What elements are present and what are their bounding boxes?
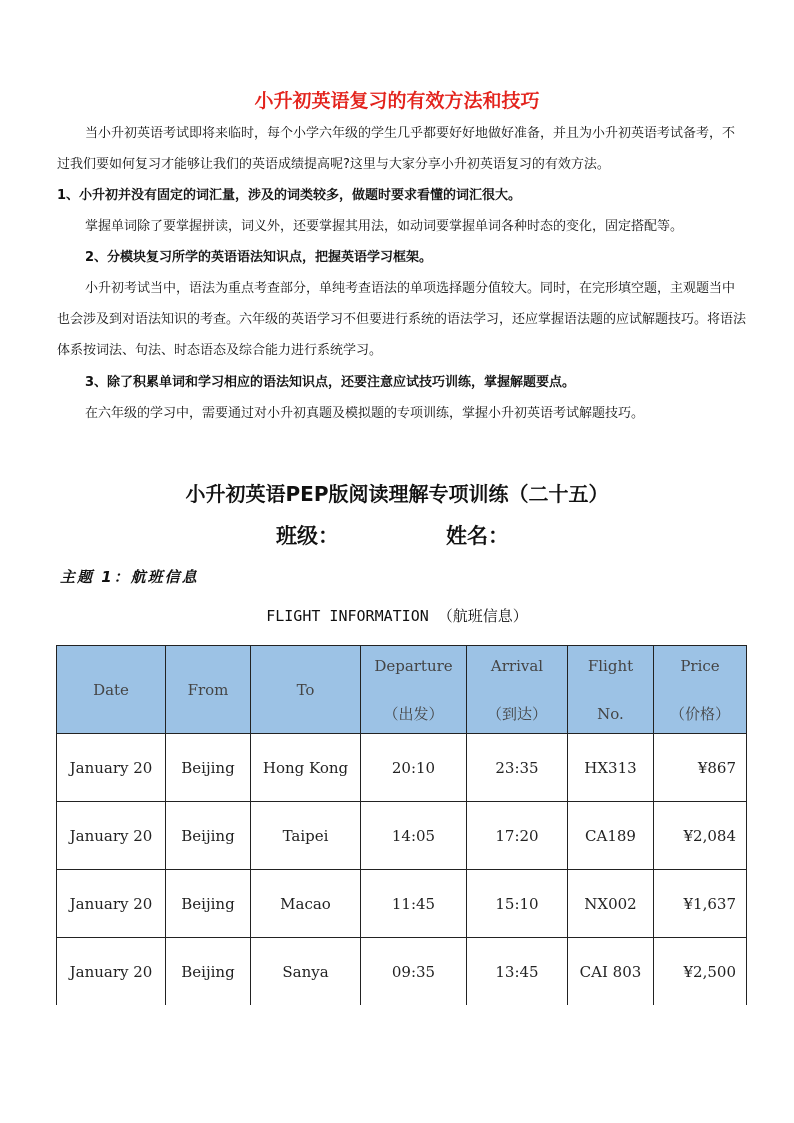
cell-flight-no: CAI 803: [568, 938, 654, 1006]
cell-price: ¥867: [654, 734, 747, 802]
flight-table: [56, 645, 747, 1005]
point-2-heading: 2、分模块复习所学的英语语法知识点，把握英语学习框架。: [85, 250, 433, 265]
cell-from: Beijing: [166, 802, 251, 870]
cell-flight-no: HX313: [568, 734, 654, 802]
cell-flight-no: NX002: [568, 870, 654, 938]
cell-to: Macao: [251, 870, 361, 938]
intro-paragraph: 当小升初英语考试即将来临时，每个小学六年级的学生几乎都要好好地做好准备，并且为小升初英语考试备考，不过我们要如何复习才能够让我们的英语成绩提高呢?这里与大家分享小升初英语复习的有效方法。: [57, 126, 736, 172]
cell-departure: 11:45: [361, 870, 467, 938]
table-caption: FLIGHT INFORMATION （航班信息）: [266, 607, 528, 625]
class-label: 班级：: [276, 524, 339, 548]
cell-to: Taipei: [251, 802, 361, 870]
table-row: [57, 870, 747, 938]
topic-heading: 主题 1：航班信息: [60, 568, 199, 586]
cell-arrival: 15:10: [467, 870, 568, 938]
point-3-heading: 3、除了积累单词和学习相应的语法知识点，还要注意应试技巧训练，掌握解题要点。: [85, 375, 576, 390]
cell-date: January 20: [57, 870, 166, 938]
cell-from: Beijing: [166, 870, 251, 938]
point-2-text: 小升初考试当中，语法为重点考查部分，单纯考查语法的单项选择题分值较大。同时，在完形填空题，主观题当中也会涉及到对语法知识的考查。六年级的英语学习不但要进行系统的语法学习，还应掌握语法题的应试解题技巧。将语法体系按词法、句法、时态语态及综合能力进行系统学习。: [57, 281, 747, 358]
name-label: 姓名：: [446, 524, 509, 548]
header-date: Date: [57, 646, 166, 734]
cell-to: Hong Kong: [251, 734, 361, 802]
cell-arrival: 17:20: [467, 802, 568, 870]
cell-to: Sanya: [251, 938, 361, 1006]
point-3-text: 在六年级的学习中，需要通过对小升初真题及模拟题的专项训练，掌握小升初英语考试解题技巧。: [85, 406, 645, 421]
table-header-row: [57, 646, 747, 734]
cell-arrival: 13:45: [467, 938, 568, 1006]
cell-arrival: 23:35: [467, 734, 568, 802]
header-from: From: [166, 646, 251, 734]
cell-date: January 20: [57, 938, 166, 1006]
cell-price: ¥2,500: [654, 938, 747, 1006]
cell-price: ¥1,637: [654, 870, 747, 938]
table-row: [57, 938, 747, 1006]
cell-departure: 09:35: [361, 938, 467, 1006]
cell-departure: 14:05: [361, 802, 467, 870]
header-flight-no: Flight No.: [568, 646, 654, 734]
point-1-heading: 1、小升初并没有固定的词汇量，涉及的词类较多，做题时要求看懂的词汇很大。: [57, 188, 522, 203]
cell-from: Beijing: [166, 938, 251, 1006]
page-title: 小升初英语复习的有效方法和技巧: [254, 90, 540, 112]
table-row: [57, 802, 747, 870]
cell-departure: 20:10: [361, 734, 467, 802]
header-arrival: Arrival （到达）: [467, 646, 568, 734]
cell-date: January 20: [57, 734, 166, 802]
cell-price: ¥2,084: [654, 802, 747, 870]
table-row: [57, 734, 747, 802]
header-price: Price （价格）: [654, 646, 747, 734]
header-departure: Departure （出发）: [361, 646, 467, 734]
point-1-text: 掌握单词除了要掌握拼读，词义外，还要掌握其用法，如动词要掌握单词各种时态的变化，固定搭配等。: [85, 219, 684, 234]
cell-flight-no: CA189: [568, 802, 654, 870]
header-to: To: [251, 646, 361, 734]
cell-date: January 20: [57, 802, 166, 870]
worksheet-title: 小升初英语PEP版阅读理解专项训练（二十五）: [185, 482, 609, 506]
cell-from: Beijing: [166, 734, 251, 802]
